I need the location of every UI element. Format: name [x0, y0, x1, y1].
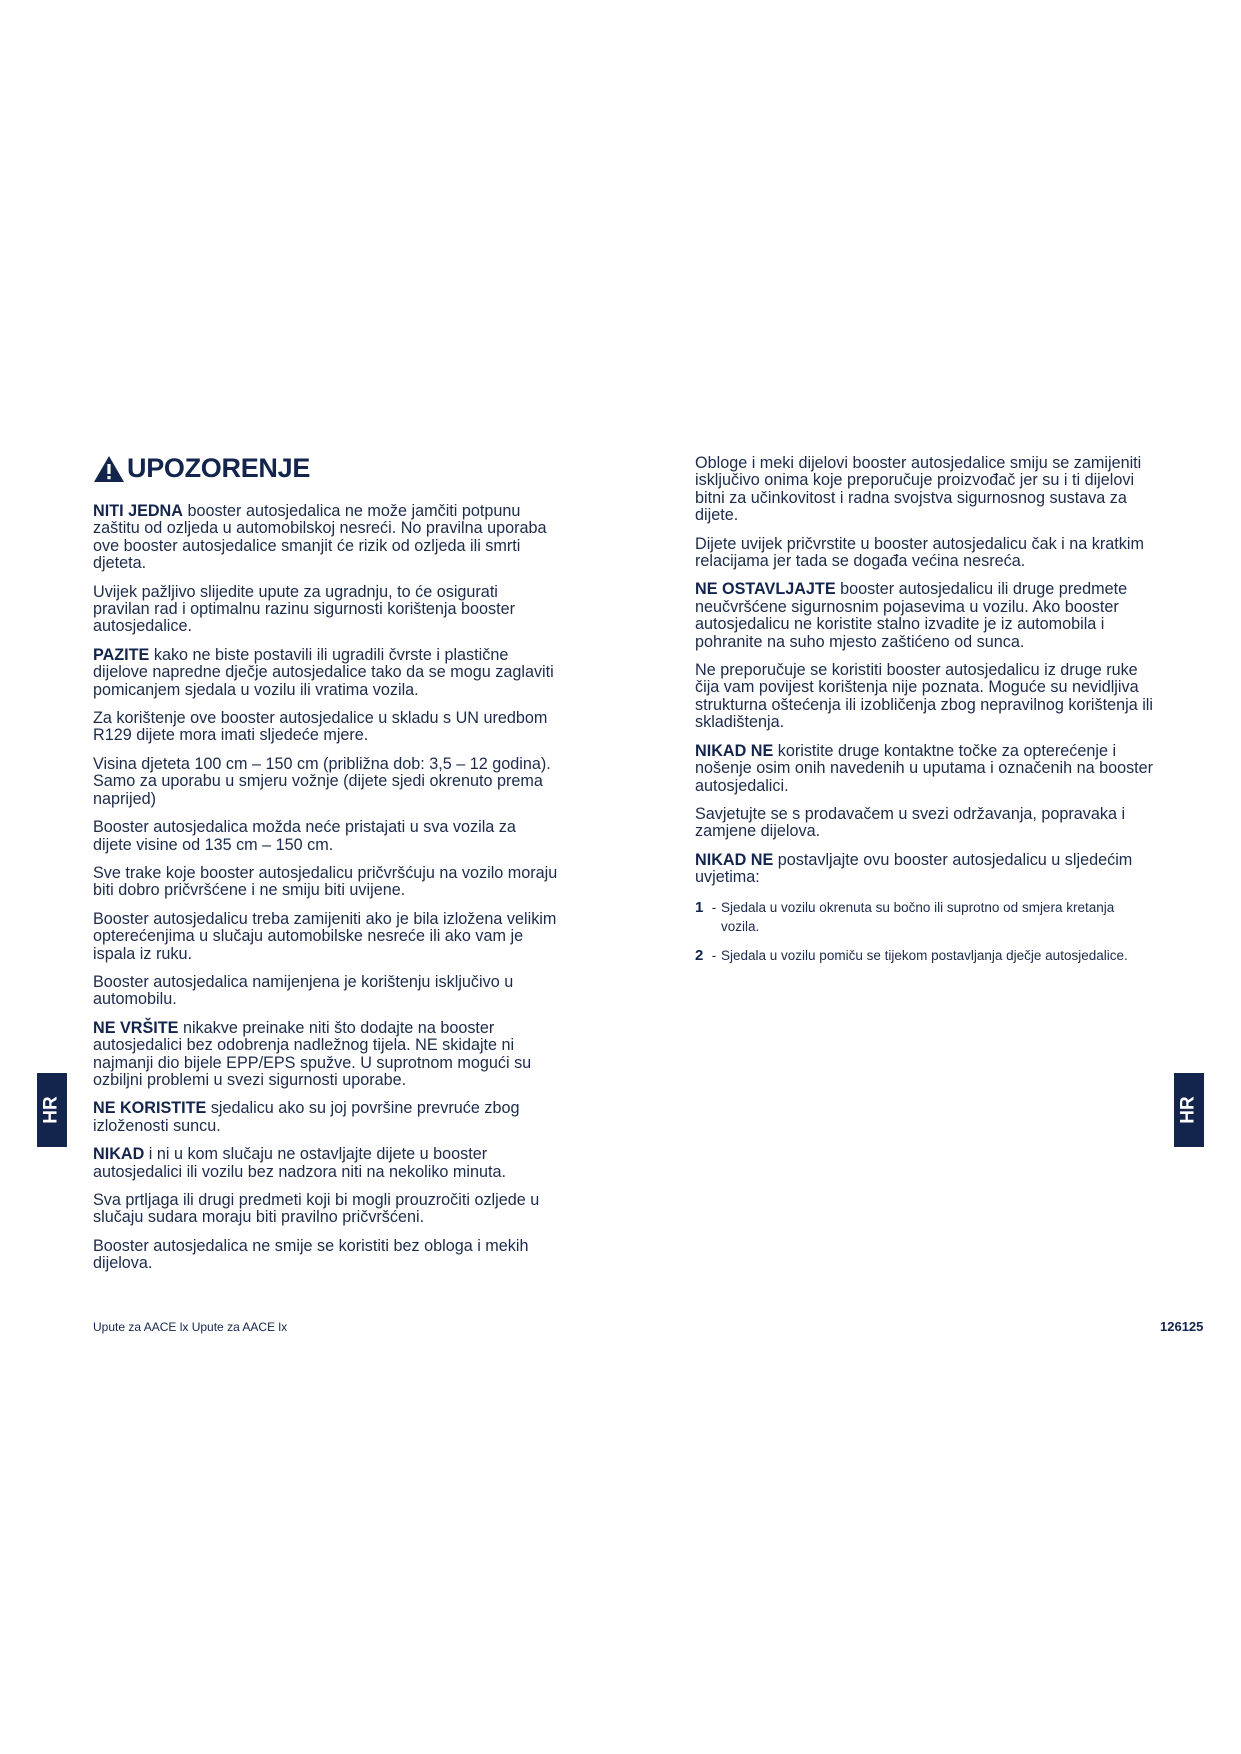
paragraph: Booster autosjedalica ne smije se koristiti bez obloga i mekih dijelova. [93, 1236, 529, 1273]
paragraph: Visina djeteta 100 cm – 150 cm (približna dob: 3,5 – 12 godina). Samo za uporabu u smjeru vožnje (dijete sjedi okrenuto prema naprijed) [93, 754, 551, 808]
paragraph: Uvijek pažljivo slijedite upute za ugradnju, to će osigurati pravilan rad i optimalnu razinu sigurnosti korištenja booster autosjedalice. [93, 582, 515, 636]
paragraph: Booster autosjedalica namijenjena je korištenju isključivo u automobilu. [93, 972, 514, 1009]
paragraph: NE VRŠITE nikakve preinake niti što dodajte na booster autosjedalici bez odobrenja nadležnog tijela. NE skidajte ni najmanji dio bijele EPP/EPS spužve. U suprotnom mogući su ozbiljni problemi u svezi sigurnosti uporabe. [93, 1018, 532, 1089]
left-column [93, 455, 558, 1284]
language-tab-label: HR [1177, 1096, 1199, 1124]
paragraph: Savjetujte se s prodavačem u svezi održavanja, popravaka i zamjene dijelova. [695, 804, 1126, 841]
list-number: 1 [695, 898, 704, 916]
list-text: Sjedala u vozilu okrenuta su bočno ili suprotno od smjera kretanja vozila. [721, 899, 1115, 934]
list-item [695, 898, 1160, 936]
footer-document-title: Upute za AACE lx Upute za AACE lx [93, 1320, 288, 1334]
paragraph: Obloge i meki dijelovi booster autosjedalice smiju se zamijeniti isključivo onima koje preporučuje proizvođač jer su i ti dijelovi bitni za učinkovitost i radna svojstva sigurnosnog sustava za dijete. [695, 454, 1142, 525]
language-tab-left [37, 1073, 67, 1147]
paragraph: Za korištenje ove booster autosjedalice u skladu s UN uredbom R129 dijete mora imati sljedeće mjere. [93, 709, 548, 745]
paragraph: Ne preporučuje se koristiti booster autosjedalicu iz druge ruke čija vam povijest korištenja nije poznata. Moguće su nevidljiva strukturna oštećenja ili izobličenja zbog nepravilnog korištenja ili skladištenja. [695, 661, 1153, 732]
right-column [695, 455, 1160, 975]
paragraph: Sve trake koje booster autosjedalicu pričvršćuju na vozilo moraju biti dobro pričvršćene i ne smiju biti uvijene. [93, 863, 558, 900]
paragraph: NIKAD i ni u kom slučaju ne ostavljajte dijete u booster autosjedalici ili vozilu bez nadzora niti na nekoliko minuta. [93, 1145, 507, 1181]
paragraph: Sva prtljaga ili drugi predmeti koji bi mogli prouzročiti ozljede u slučaju sudara moraju biti pravilno pričvršćeni. [93, 1191, 540, 1227]
list-dash: - [711, 899, 717, 915]
warning-title: UPOZORENJE [127, 453, 311, 484]
paragraph: PAZITE kako ne biste postavili ili ugradili čvrste i plastične dijelove napredne dječje autosjedalice tako da se mogu zaglaviti pomicanjem sjedala u vozilu ili vratima vozila. [93, 645, 554, 699]
paragraph: NIKAD NE postavljajte ovu booster autosjedalicu u sljedećim uvjetima: [695, 850, 1133, 887]
warning-triangle-icon [93, 455, 125, 483]
paragraph: Dijete uvijek pričvrstite u booster autosjedalicu čak i na kratkim relacijama jer tada se događa većina nesreća. [695, 534, 1144, 571]
paragraph: NIKAD NE koristite druge kontaktne točke za opterećenje i nošenje osim onih navedenih u uputama i označenih na booster autosjedalici. [695, 741, 1154, 795]
paragraph: NE OSTAVLJAJTE booster autosjedalicu ili druge predmete neučvršćene sigurnosnim pojasevima u vozilu. Ako booster autosjedalicu ne koristite stalno izvadite je iz automobila i pohranite na suho mjesto zaštićeno od sunca. [695, 580, 1128, 651]
paragraph: NE KORISTITE sjedalicu ako su joj površine prevruće zbog izloženosti suncu. [93, 1099, 520, 1135]
language-tab-right [1174, 1073, 1204, 1147]
language-tab-label: HR [40, 1096, 62, 1124]
list-item [695, 946, 1160, 965]
paragraph: Booster autosjedalicu treba zamijeniti ako je bila izložena velikim opterećenjima u slučaju automobilske nesreće ili ako vam je ispala iz ruku. [93, 909, 557, 963]
paragraph: NITI JEDNA booster autosjedalica ne može jamčiti potpunu zaštitu od ozljeda u automobilskoj nesreći. No pravilna uporaba ove booster autosjedalice smanjit će rizik od ozljeda ili smrti djeteta. [93, 502, 547, 573]
list-text: Sjedala u vozilu pomiču se tijekom postavljanja dječje autosjedalice. [721, 947, 1128, 963]
conditions-list [695, 898, 1160, 965]
warning-heading [93, 455, 558, 483]
list-dash: - [711, 947, 717, 963]
footer-page-code: 126125 [1160, 1319, 1204, 1334]
list-number: 2 [695, 946, 704, 964]
paragraph: Booster autosjedalica možda neće pristajati u sva vozila za dijete visine od 135 cm – 150 cm. [93, 818, 516, 854]
